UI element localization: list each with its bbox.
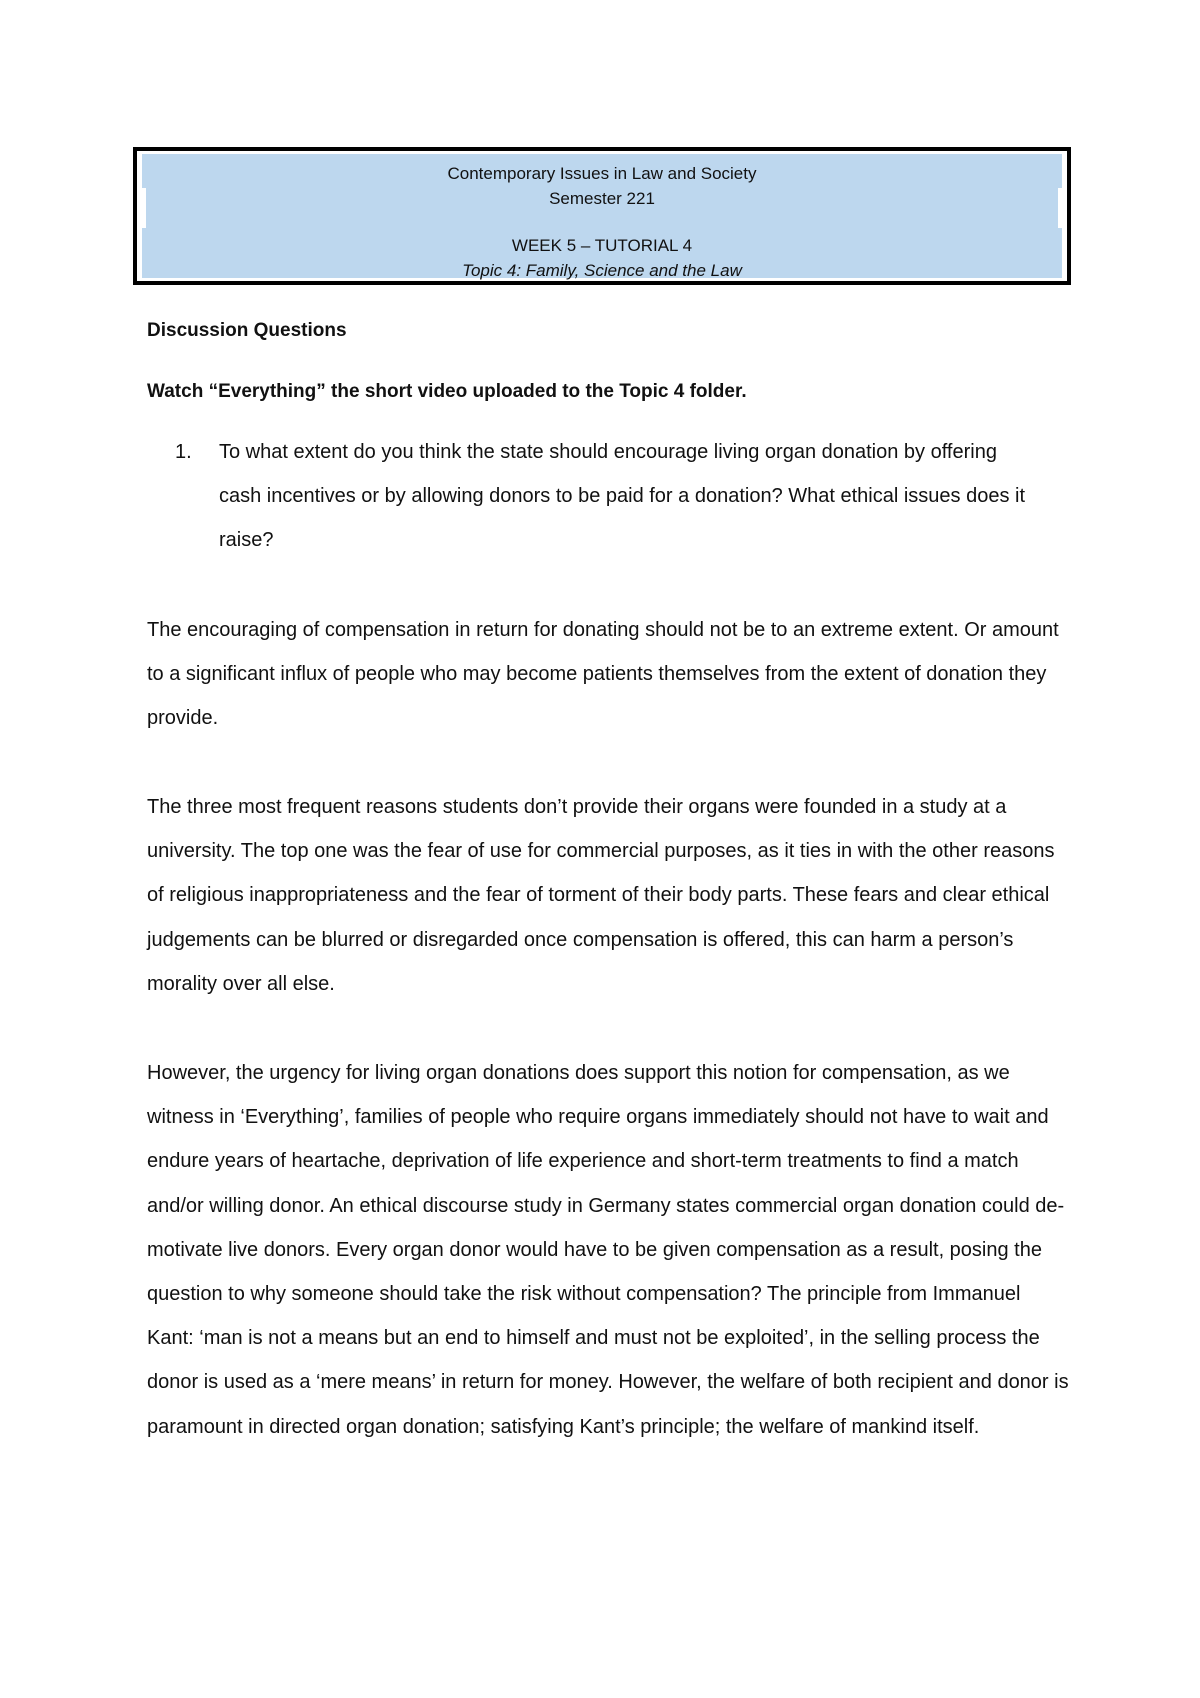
week-label: WEEK 5 – TUTORIAL 4 (511, 236, 693, 255)
header-edge-right (1058, 188, 1062, 228)
answer-paragraph-3: However, the urgency for living organ donations does support this notion for compensation, as we witness in ‘Everything’, families of people who require organs immediately should not have to wait and endure years of heartache, deprivation of life experience and short-term treatments to find a match and/or willing donor. An ethical discourse study in Germany states commercial organ donation could de-motivate live donors. Every organ donor would have to be given compensation as a result, posing the question to why someone should take the risk without compensation? The principle from Immanuel Kant: ‘man is not a means but an end to himself and must not be exploited’, in the selling process the donor is used as a ‘mere means’ in return for money. However, the welfare of both recipient and donor is paramount in directed organ donation; satisfying Kant’s principle; the welfare of mankind itself. (147, 1062, 1069, 1438)
answer-paragraph-1: The encouraging of compensation in return for donating should not be to an extreme extent. Or amount to a significant influx of people who may become patients themselves from the extent of donation they provide. (147, 619, 1059, 730)
course-title: Contemporary Issues in Law and Society (447, 164, 757, 183)
header-panel (142, 154, 1062, 278)
semester-label: Semester 221 (549, 189, 655, 208)
answer-paragraph-2: The three most frequent reasons students don’t provide their organs were founded in a study at a university. The top one was the fear of use for commercial purposes, as it ties in with the other reasons of religious inappropriateness and the fear of torment of their body parts. These fears and clear ethical judgements can be blurred or disregarded once compensation is offered, this can harm a person’s morality over all else. (147, 796, 1055, 995)
header-edge-left (142, 188, 146, 228)
instruction-text: Watch “Everything” the short video uploaded to the Topic 4 folder. (147, 381, 747, 402)
topic-label: Topic 4: Family, Science and the Law (462, 261, 742, 280)
question-number: 1. (175, 441, 192, 463)
section-title: Discussion Questions (147, 320, 347, 341)
header-box (133, 147, 1071, 285)
question-item (175, 430, 1055, 562)
question-text: To what extent do you think the state should encourage living organ donation by offering cash incentives or by allowing donors to be paid for a donation? What ethical issues does it raise? (219, 441, 1026, 551)
